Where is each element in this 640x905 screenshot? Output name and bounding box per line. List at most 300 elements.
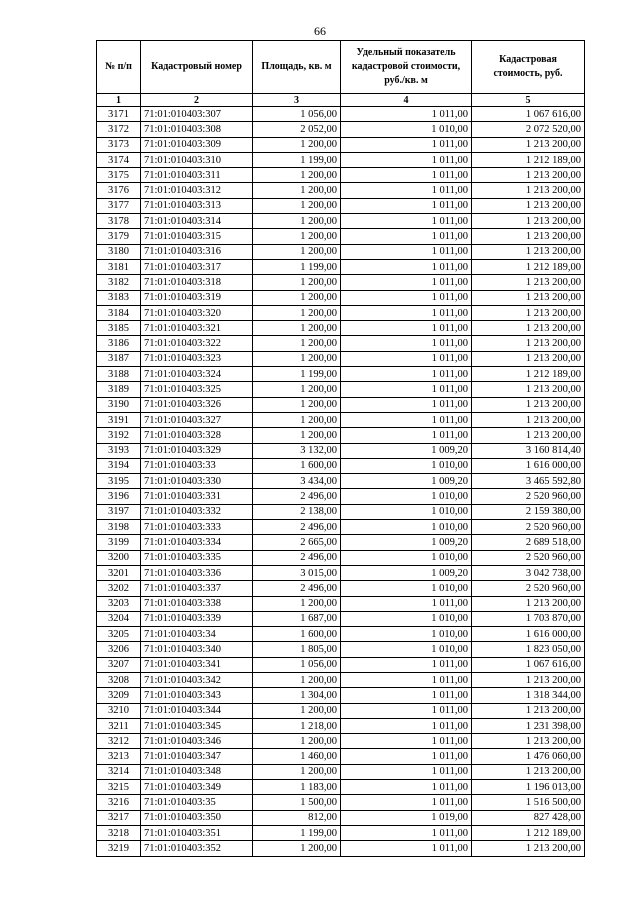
area-cell: 1 200,00 xyxy=(253,137,341,152)
cadastral-number-cell: 71:01:010403:34 xyxy=(141,627,253,642)
table-row xyxy=(97,275,585,290)
cadastral-value-cell: 1 213 200,00 xyxy=(472,412,585,427)
table-row xyxy=(97,122,585,137)
row-number-cell: 3177 xyxy=(97,198,141,213)
specific-value-cell: 1 011,00 xyxy=(341,214,472,229)
table-row xyxy=(97,810,585,825)
cadastral-value-cell: 1 212 189,00 xyxy=(472,825,585,840)
page-number: 66 xyxy=(314,24,326,38)
area-cell: 1 200,00 xyxy=(253,596,341,611)
cadastral-number-cell: 71:01:010403:345 xyxy=(141,718,253,733)
table-row xyxy=(97,795,585,810)
cadastral-number-cell: 71:01:010403:309 xyxy=(141,137,253,152)
table-row xyxy=(97,183,585,198)
cadastral-number-cell: 71:01:010403:324 xyxy=(141,367,253,382)
row-number-cell: 3204 xyxy=(97,611,141,626)
specific-value-cell: 1 011,00 xyxy=(341,137,472,152)
cadastral-number-cell: 71:01:010403:325 xyxy=(141,382,253,397)
cadastral-number-cell: 71:01:010403:35 xyxy=(141,795,253,810)
row-number-cell: 3190 xyxy=(97,397,141,412)
area-cell: 1 056,00 xyxy=(253,657,341,672)
cadastral-number-cell: 71:01:010403:338 xyxy=(141,596,253,611)
table-row xyxy=(97,535,585,550)
cadastral-value-cell: 1 213 200,00 xyxy=(472,321,585,336)
row-number-cell: 3212 xyxy=(97,734,141,749)
table-row xyxy=(97,214,585,229)
table-row xyxy=(97,520,585,535)
area-cell: 1 199,00 xyxy=(253,152,341,167)
cadastral-value-cell: 1 212 189,00 xyxy=(472,259,585,274)
table-row xyxy=(97,428,585,443)
row-number-cell: 3205 xyxy=(97,627,141,642)
cadastral-value-cell: 1 213 200,00 xyxy=(472,183,585,198)
table-row xyxy=(97,657,585,672)
table-row xyxy=(97,550,585,565)
cadastral-value-cell: 2 072 520,00 xyxy=(472,122,585,137)
cadastral-number-cell: 71:01:010403:326 xyxy=(141,397,253,412)
area-cell: 1 687,00 xyxy=(253,611,341,626)
area-cell: 1 200,00 xyxy=(253,168,341,183)
row-number-cell: 3193 xyxy=(97,443,141,458)
row-number-cell: 3197 xyxy=(97,504,141,519)
specific-value-cell: 1 011,00 xyxy=(341,718,472,733)
table-row xyxy=(97,321,585,336)
area-cell: 1 200,00 xyxy=(253,214,341,229)
area-cell: 1 200,00 xyxy=(253,305,341,320)
row-number-cell: 3183 xyxy=(97,290,141,305)
cadastral-number-cell: 71:01:010403:349 xyxy=(141,780,253,795)
cadastral-value-cell: 1 212 189,00 xyxy=(472,367,585,382)
cadastral-value-cell: 1 213 200,00 xyxy=(472,305,585,320)
cadastral-value-cell: 1 476 060,00 xyxy=(472,749,585,764)
area-cell: 1 200,00 xyxy=(253,229,341,244)
cadastral-value-cell: 1 213 200,00 xyxy=(472,764,585,779)
specific-value-cell: 1 011,00 xyxy=(341,336,472,351)
area-cell: 2 496,00 xyxy=(253,581,341,596)
cadastral-number-cell: 71:01:010403:321 xyxy=(141,321,253,336)
area-cell: 2 496,00 xyxy=(253,520,341,535)
area-cell: 2 138,00 xyxy=(253,504,341,519)
specific-value-cell: 1 010,00 xyxy=(341,458,472,473)
row-number-cell: 3217 xyxy=(97,810,141,825)
table-row xyxy=(97,825,585,840)
area-cell: 1 200,00 xyxy=(253,244,341,259)
area-cell: 812,00 xyxy=(253,810,341,825)
row-number-cell: 3219 xyxy=(97,841,141,856)
row-number-cell: 3188 xyxy=(97,367,141,382)
cadastral-value-cell: 1 213 200,00 xyxy=(472,351,585,366)
table-row xyxy=(97,259,585,274)
area-cell: 1 200,00 xyxy=(253,672,341,687)
specific-value-cell: 1 019,00 xyxy=(341,810,472,825)
table-row xyxy=(97,749,585,764)
cadastral-value-cell: 1 213 200,00 xyxy=(472,596,585,611)
table-row xyxy=(97,474,585,489)
cadastral-value-cell: 1 516 500,00 xyxy=(472,795,585,810)
row-number-cell: 3173 xyxy=(97,137,141,152)
cadastral-number-cell: 71:01:010403:343 xyxy=(141,688,253,703)
specific-value-cell: 1 010,00 xyxy=(341,520,472,535)
cadastral-value-cell: 2 520 960,00 xyxy=(472,489,585,504)
cadastral-value-cell: 1 213 200,00 xyxy=(472,703,585,718)
specific-value-cell: 1 011,00 xyxy=(341,305,472,320)
cadastral-value-cell: 1 213 200,00 xyxy=(472,734,585,749)
cadastral-number-cell: 71:01:010403:319 xyxy=(141,290,253,305)
table-row xyxy=(97,290,585,305)
cadastral-value-cell: 1 213 200,00 xyxy=(472,382,585,397)
cadastral-value-cell: 2 520 960,00 xyxy=(472,520,585,535)
row-number-cell: 3207 xyxy=(97,657,141,672)
table-row xyxy=(97,152,585,167)
table-row xyxy=(97,718,585,733)
specific-value-cell: 1 011,00 xyxy=(341,596,472,611)
area-cell: 1 183,00 xyxy=(253,780,341,795)
area-cell: 1 500,00 xyxy=(253,795,341,810)
cadastral-number-cell: 71:01:010403:330 xyxy=(141,474,253,489)
row-number-cell: 3179 xyxy=(97,229,141,244)
table-row xyxy=(97,780,585,795)
area-cell: 1 600,00 xyxy=(253,458,341,473)
row-number-cell: 3176 xyxy=(97,183,141,198)
row-number-cell: 3171 xyxy=(97,107,141,122)
area-cell: 1 200,00 xyxy=(253,703,341,718)
specific-value-cell: 1 011,00 xyxy=(341,412,472,427)
specific-value-cell: 1 011,00 xyxy=(341,734,472,749)
row-number-cell: 3194 xyxy=(97,458,141,473)
row-number-cell: 3209 xyxy=(97,688,141,703)
area-cell: 1 200,00 xyxy=(253,382,341,397)
cadastral-value-cell: 1 213 200,00 xyxy=(472,428,585,443)
cadastral-value-cell: 3 465 592,80 xyxy=(472,474,585,489)
cadastral-value-cell: 2 689 518,00 xyxy=(472,535,585,550)
area-cell: 2 052,00 xyxy=(253,122,341,137)
row-number-cell: 3213 xyxy=(97,749,141,764)
area-cell: 2 496,00 xyxy=(253,550,341,565)
row-number-cell: 3182 xyxy=(97,275,141,290)
table-row xyxy=(97,367,585,382)
cadastral-number-cell: 71:01:010403:308 xyxy=(141,122,253,137)
row-number-cell: 3191 xyxy=(97,412,141,427)
area-cell: 1 200,00 xyxy=(253,412,341,427)
table-row xyxy=(97,581,585,596)
cadastral-value-cell: 1 231 398,00 xyxy=(472,718,585,733)
specific-value-cell: 1 011,00 xyxy=(341,244,472,259)
area-cell: 1 200,00 xyxy=(253,841,341,856)
row-number-cell: 3200 xyxy=(97,550,141,565)
cadastral-number-cell: 71:01:010403:347 xyxy=(141,749,253,764)
cadastral-number-cell: 71:01:010403:323 xyxy=(141,351,253,366)
column-number: 2 xyxy=(141,94,253,107)
cadastral-number-cell: 71:01:010403:316 xyxy=(141,244,253,259)
area-cell: 2 665,00 xyxy=(253,535,341,550)
specific-value-cell: 1 011,00 xyxy=(341,321,472,336)
specific-value-cell: 1 011,00 xyxy=(341,275,472,290)
table-row xyxy=(97,596,585,611)
table-row xyxy=(97,168,585,183)
cadastral-value-cell: 2 520 960,00 xyxy=(472,550,585,565)
row-number-cell: 3211 xyxy=(97,718,141,733)
area-cell: 1 200,00 xyxy=(253,764,341,779)
cadastral-value-cell: 1 212 189,00 xyxy=(472,152,585,167)
specific-value-cell: 1 011,00 xyxy=(341,367,472,382)
area-cell: 1 460,00 xyxy=(253,749,341,764)
table-row xyxy=(97,458,585,473)
cadastral-number-cell: 71:01:010403:351 xyxy=(141,825,253,840)
cadastral-value-cell: 1 213 200,00 xyxy=(472,275,585,290)
cadastral-number-cell: 71:01:010403:313 xyxy=(141,198,253,213)
cadastral-value-cell: 1 213 200,00 xyxy=(472,672,585,687)
area-cell: 1 200,00 xyxy=(253,351,341,366)
specific-value-cell: 1 009,20 xyxy=(341,565,472,580)
cadastral-value-cell: 1 213 200,00 xyxy=(472,214,585,229)
area-cell: 1 200,00 xyxy=(253,428,341,443)
row-number-cell: 3175 xyxy=(97,168,141,183)
cadastral-number-cell: 71:01:010403:322 xyxy=(141,336,253,351)
cadastral-value-cell: 1 703 870,00 xyxy=(472,611,585,626)
cadastral-number-cell: 71:01:010403:342 xyxy=(141,672,253,687)
row-number-cell: 3199 xyxy=(97,535,141,550)
specific-value-cell: 1 010,00 xyxy=(341,504,472,519)
cadastral-number-cell: 71:01:010403:314 xyxy=(141,214,253,229)
cadastral-value-cell: 1 213 200,00 xyxy=(472,229,585,244)
row-number-cell: 3185 xyxy=(97,321,141,336)
specific-value-cell: 1 010,00 xyxy=(341,122,472,137)
specific-value-cell: 1 011,00 xyxy=(341,657,472,672)
area-cell: 1 199,00 xyxy=(253,825,341,840)
specific-value-cell: 1 011,00 xyxy=(341,198,472,213)
row-number-cell: 3202 xyxy=(97,581,141,596)
table-row xyxy=(97,642,585,657)
specific-value-cell: 1 009,20 xyxy=(341,443,472,458)
cadastral-value-cell: 1 067 616,00 xyxy=(472,107,585,122)
table-row xyxy=(97,137,585,152)
cadastral-number-cell: 71:01:010403:33 xyxy=(141,458,253,473)
table-body xyxy=(97,107,585,857)
area-cell: 3 132,00 xyxy=(253,443,341,458)
table-row xyxy=(97,443,585,458)
cadastral-number-cell: 71:01:010403:348 xyxy=(141,764,253,779)
row-number-cell: 3178 xyxy=(97,214,141,229)
table-row xyxy=(97,489,585,504)
cadastral-value-cell: 1 196 013,00 xyxy=(472,780,585,795)
specific-value-cell: 1 011,00 xyxy=(341,152,472,167)
table-header-row xyxy=(97,41,585,94)
header-area: Площадь, кв. м xyxy=(253,41,341,94)
cadastral-value-cell: 3 160 814,40 xyxy=(472,443,585,458)
specific-value-cell: 1 011,00 xyxy=(341,168,472,183)
area-cell: 3 434,00 xyxy=(253,474,341,489)
row-number-cell: 3174 xyxy=(97,152,141,167)
cadastral-number-cell: 71:01:010403:318 xyxy=(141,275,253,290)
cadastral-number-cell: 71:01:010403:307 xyxy=(141,107,253,122)
row-number-cell: 3203 xyxy=(97,596,141,611)
cadastral-value-cell: 2 159 380,00 xyxy=(472,504,585,519)
cadastral-value-cell: 1 213 200,00 xyxy=(472,397,585,412)
cadastral-number-cell: 71:01:010403:336 xyxy=(141,565,253,580)
cadastral-number-cell: 71:01:010403:350 xyxy=(141,810,253,825)
table-row xyxy=(97,107,585,122)
cadastral-number-cell: 71:01:010403:332 xyxy=(141,504,253,519)
row-number-cell: 3172 xyxy=(97,122,141,137)
area-cell: 1 200,00 xyxy=(253,290,341,305)
specific-value-cell: 1 011,00 xyxy=(341,183,472,198)
row-number-cell: 3186 xyxy=(97,336,141,351)
row-number-cell: 3215 xyxy=(97,780,141,795)
table-row xyxy=(97,764,585,779)
cadastral-value-cell: 2 520 960,00 xyxy=(472,581,585,596)
area-cell: 1 200,00 xyxy=(253,734,341,749)
specific-value-cell: 1 011,00 xyxy=(341,351,472,366)
specific-value-cell: 1 011,00 xyxy=(341,259,472,274)
row-number-cell: 3198 xyxy=(97,520,141,535)
cadastral-value-cell: 827 428,00 xyxy=(472,810,585,825)
row-number-cell: 3206 xyxy=(97,642,141,657)
row-number-cell: 3180 xyxy=(97,244,141,259)
row-number-cell: 3201 xyxy=(97,565,141,580)
table-row xyxy=(97,565,585,580)
table-row xyxy=(97,703,585,718)
specific-value-cell: 1 011,00 xyxy=(341,428,472,443)
column-number: 1 xyxy=(97,94,141,107)
cadastral-number-cell: 71:01:010403:312 xyxy=(141,183,253,198)
specific-value-cell: 1 010,00 xyxy=(341,581,472,596)
specific-value-cell: 1 009,20 xyxy=(341,535,472,550)
specific-value-cell: 1 010,00 xyxy=(341,642,472,657)
area-cell: 3 015,00 xyxy=(253,565,341,580)
table-column-numbers-row xyxy=(97,94,585,107)
cadastral-value-cell: 1 067 616,00 xyxy=(472,657,585,672)
table-row xyxy=(97,351,585,366)
cadastral-value-cell: 1 213 200,00 xyxy=(472,168,585,183)
cadastral-number-cell: 71:01:010403:340 xyxy=(141,642,253,657)
cadastral-number-cell: 71:01:010403:320 xyxy=(141,305,253,320)
table-row xyxy=(97,198,585,213)
table-row xyxy=(97,627,585,642)
area-cell: 1 200,00 xyxy=(253,397,341,412)
row-number-cell: 3192 xyxy=(97,428,141,443)
column-number: 3 xyxy=(253,94,341,107)
specific-value-cell: 1 011,00 xyxy=(341,382,472,397)
specific-value-cell: 1 011,00 xyxy=(341,397,472,412)
row-number-cell: 3216 xyxy=(97,795,141,810)
area-cell: 2 496,00 xyxy=(253,489,341,504)
cadastral-number-cell: 71:01:010403:329 xyxy=(141,443,253,458)
cadastral-value-cell: 1 213 200,00 xyxy=(472,290,585,305)
specific-value-cell: 1 010,00 xyxy=(341,550,472,565)
table-row xyxy=(97,305,585,320)
cadastral-number-cell: 71:01:010403:339 xyxy=(141,611,253,626)
row-number-cell: 3214 xyxy=(97,764,141,779)
area-cell: 1 805,00 xyxy=(253,642,341,657)
table-row xyxy=(97,229,585,244)
area-cell: 1 199,00 xyxy=(253,367,341,382)
specific-value-cell: 1 011,00 xyxy=(341,764,472,779)
table-row xyxy=(97,672,585,687)
column-number: 4 xyxy=(341,94,472,107)
area-cell: 1 200,00 xyxy=(253,275,341,290)
cadastral-number-cell: 71:01:010403:341 xyxy=(141,657,253,672)
cadastral-number-cell: 71:01:010403:331 xyxy=(141,489,253,504)
table-row xyxy=(97,397,585,412)
cadastral-number-cell: 71:01:010403:315 xyxy=(141,229,253,244)
specific-value-cell: 1 011,00 xyxy=(341,107,472,122)
cadastral-value-table xyxy=(96,40,585,857)
row-number-cell: 3195 xyxy=(97,474,141,489)
area-cell: 1 600,00 xyxy=(253,627,341,642)
header-cadastral-number: Кадастровый номер xyxy=(141,41,253,94)
table-row xyxy=(97,244,585,259)
table-row xyxy=(97,611,585,626)
table-row xyxy=(97,412,585,427)
cadastral-value-cell: 1 213 200,00 xyxy=(472,841,585,856)
area-cell: 1 056,00 xyxy=(253,107,341,122)
specific-value-cell: 1 010,00 xyxy=(341,611,472,626)
cadastral-number-cell: 71:01:010403:333 xyxy=(141,520,253,535)
table-row xyxy=(97,734,585,749)
cadastral-number-cell: 71:01:010403:344 xyxy=(141,703,253,718)
cadastral-number-cell: 71:01:010403:352 xyxy=(141,841,253,856)
table-row xyxy=(97,841,585,856)
table-row xyxy=(97,336,585,351)
row-number-cell: 3189 xyxy=(97,382,141,397)
header-cadastral-value: Кадастровая стоимость, руб. xyxy=(472,41,585,94)
header-specific-value: Удельный показатель кадастровой стоимости, руб./кв. м xyxy=(341,41,472,94)
cadastral-value-cell: 1 616 000,00 xyxy=(472,458,585,473)
cadastral-number-cell: 71:01:010403:327 xyxy=(141,412,253,427)
specific-value-cell: 1 011,00 xyxy=(341,841,472,856)
row-number-cell: 3210 xyxy=(97,703,141,718)
cadastral-number-cell: 71:01:010403:328 xyxy=(141,428,253,443)
area-cell: 1 218,00 xyxy=(253,718,341,733)
cadastral-value-cell: 3 042 738,00 xyxy=(472,565,585,580)
specific-value-cell: 1 011,00 xyxy=(341,825,472,840)
cadastral-value-cell: 1 213 200,00 xyxy=(472,137,585,152)
specific-value-cell: 1 011,00 xyxy=(341,688,472,703)
area-cell: 1 200,00 xyxy=(253,336,341,351)
specific-value-cell: 1 011,00 xyxy=(341,703,472,718)
specific-value-cell: 1 011,00 xyxy=(341,749,472,764)
row-number-cell: 3208 xyxy=(97,672,141,687)
specific-value-cell: 1 009,20 xyxy=(341,474,472,489)
specific-value-cell: 1 010,00 xyxy=(341,627,472,642)
cadastral-number-cell: 71:01:010403:334 xyxy=(141,535,253,550)
cadastral-number-cell: 71:01:010403:311 xyxy=(141,168,253,183)
cadastral-value-cell: 1 318 344,00 xyxy=(472,688,585,703)
specific-value-cell: 1 011,00 xyxy=(341,780,472,795)
row-number-cell: 3218 xyxy=(97,825,141,840)
area-cell: 1 199,00 xyxy=(253,259,341,274)
area-cell: 1 200,00 xyxy=(253,198,341,213)
area-cell: 1 200,00 xyxy=(253,183,341,198)
cadastral-number-cell: 71:01:010403:317 xyxy=(141,259,253,274)
table-row xyxy=(97,382,585,397)
cadastral-value-cell: 1 213 200,00 xyxy=(472,336,585,351)
cadastral-value-cell: 1 616 000,00 xyxy=(472,627,585,642)
specific-value-cell: 1 011,00 xyxy=(341,290,472,305)
cadastral-number-cell: 71:01:010403:346 xyxy=(141,734,253,749)
specific-value-cell: 1 011,00 xyxy=(341,795,472,810)
table-row xyxy=(97,688,585,703)
row-number-cell: 3187 xyxy=(97,351,141,366)
table-row xyxy=(97,504,585,519)
cadastral-value-cell: 1 823 050,00 xyxy=(472,642,585,657)
column-number: 5 xyxy=(472,94,585,107)
cadastral-number-cell: 71:01:010403:337 xyxy=(141,581,253,596)
cadastral-number-cell: 71:01:010403:335 xyxy=(141,550,253,565)
specific-value-cell: 1 011,00 xyxy=(341,229,472,244)
area-cell: 1 304,00 xyxy=(253,688,341,703)
row-number-cell: 3196 xyxy=(97,489,141,504)
